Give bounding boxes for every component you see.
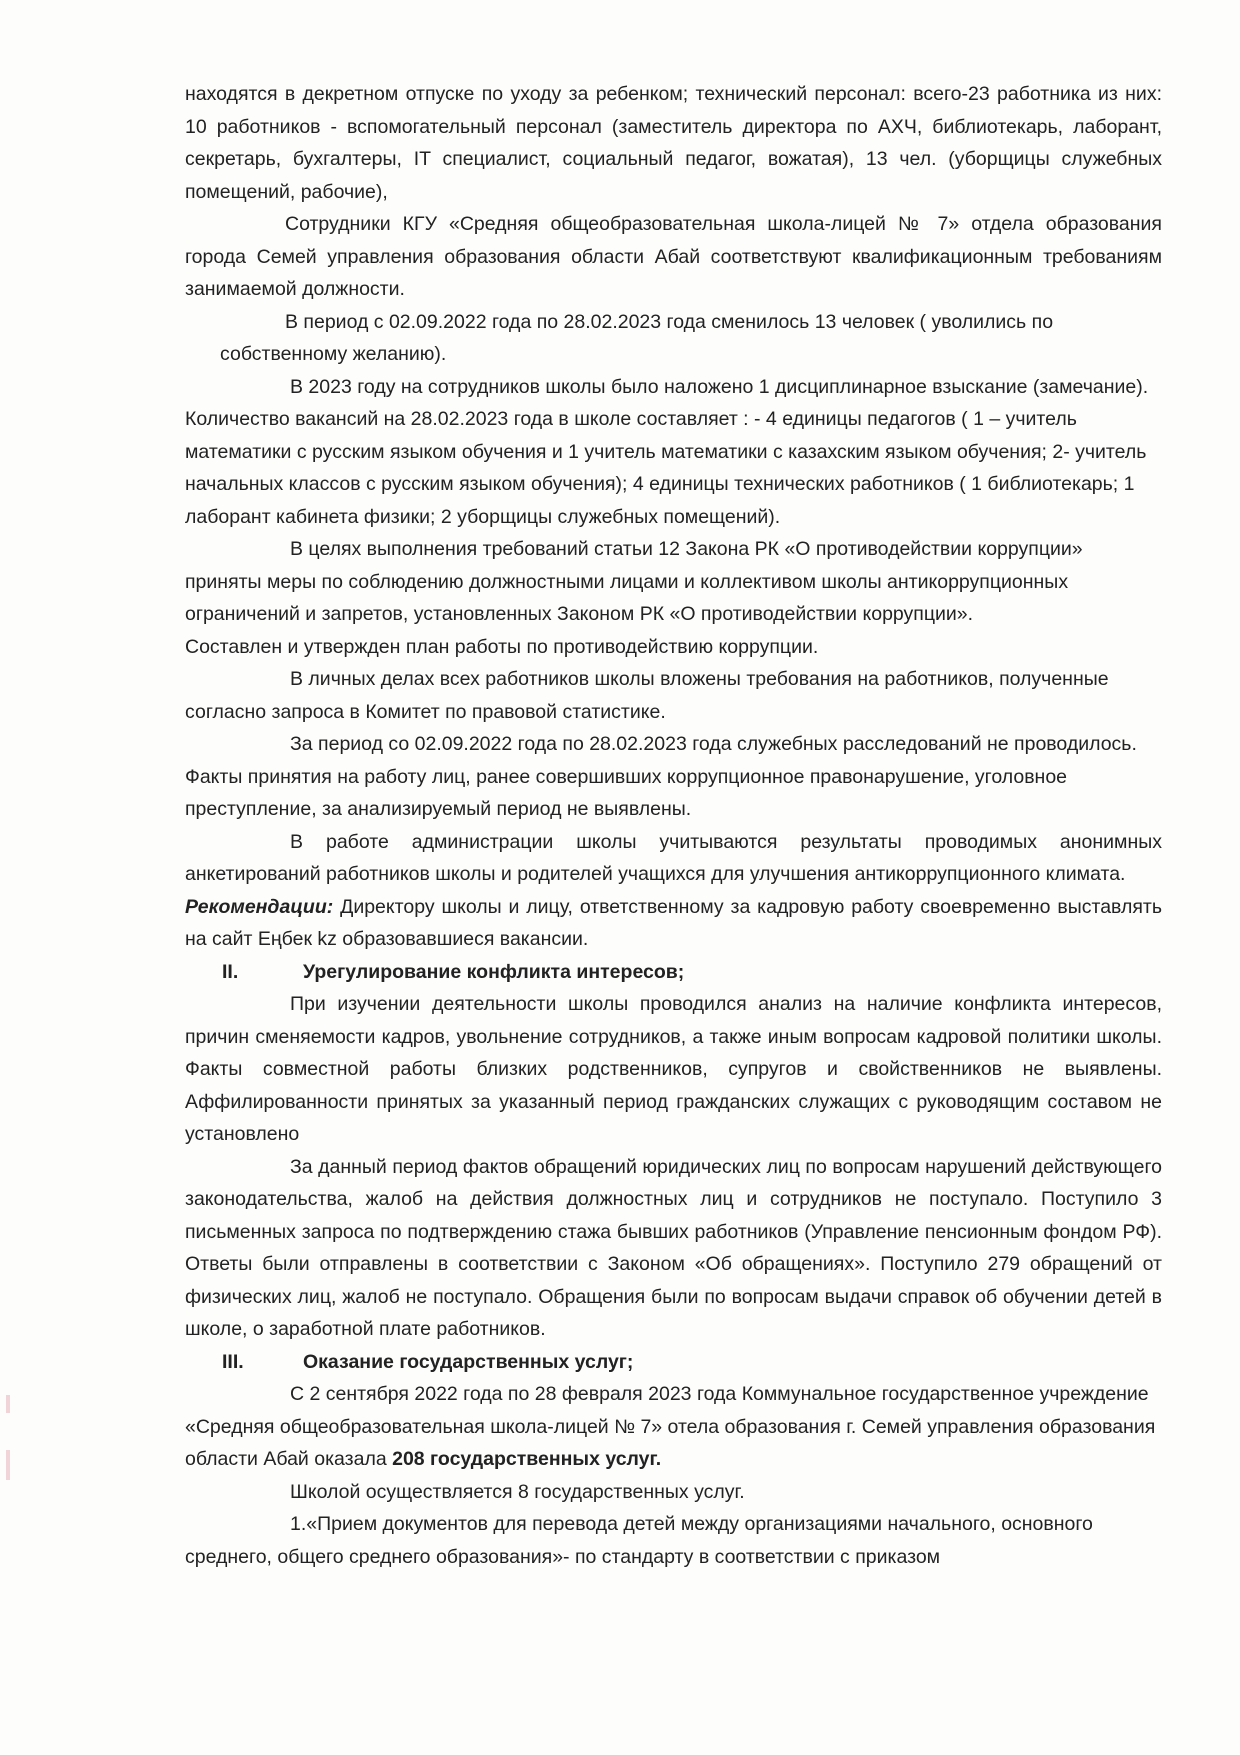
paragraph-conflict-analysis: При изучении деятельности школы проводился анализ на наличие конфликта интересов, причин сменяемости кадров, увольнение сотрудников, а также иным вопросам кадровой политики школы. Факты совместной работы близких родственников, супругов и свойственников не выявлены. Аффилированности принятых за указанный период гражданских служащих с руководящим составом не установлено (185, 993, 1162, 1145)
paragraph-staff-composition: находятся в декретном отпуске по уходу за ребенком; технический персонал: всего-23 работника из них: 10 работников - вспомогательный персонал (заместитель директора по АХЧ, библиотекарь, лаборант, секретарь, бухгалтеры, IT специалист, социальный педагог, вожатая), 13 чел. (уборщицы служебных помещений, рабочие), (185, 83, 1162, 203)
paragraph-staff-turnover: В период с 02.09.2022 года по 28.02.2023 года сменилось 13 человек ( уволились по собственному желанию). (220, 310, 1054, 365)
scan-artifact (6, 1395, 10, 1413)
paragraph-recommendations (185, 891, 1162, 956)
paragraph-services-list-intro: Школой осуществляется 8 государственных услуг. (290, 1480, 745, 1503)
paragraph-vacancies: Количество вакансий на 28.02.2023 года в школе составляет : - 4 единицы педагогов ( 1 – учитель математики с русским языком обучения и 1 учитель математики с казахским языком обучения; 2- учитель начальных классов с русским языком обучения); 4 единицы технических работников ( 1 библиотекарь; 1 лаборант кабинета физики; 2 уборщицы служебных помещений). (185, 408, 1147, 528)
paragraph-investigations: За период со 02.09.2022 года по 28.02.2023 года служебных расследований не проводилось. Факты принятия на работу лиц, ранее совершивших коррупционное правонарушение, уголовное преступление, за анализируемый период не выявлены. (185, 733, 1137, 820)
recommendations-label: Рекомендации: (185, 895, 334, 918)
section-title: Оказание государственных услуг; (303, 1350, 634, 1373)
paragraph-disciplinary: В 2023 году на сотрудников школы было наложено 1 дисциплинарное взыскание (замечание). (290, 375, 1149, 398)
paragraph-personal-files: В личных делах всех работников школы вложены требования на работников, полученные согласно запроса в Комитет по правовой статистике. (185, 668, 1109, 723)
paragraph-qualification: Сотрудники КГУ «Средняя общеобразовательная школа-лицей № 7» отдела образования города Семей управления образования области Абай соответствуют квалификационным требованиям занимаемой должности. (185, 213, 1162, 300)
section-title: Урегулирование конфликта интересов; (303, 960, 685, 983)
paragraph-surveys: В работе администрации школы учитываются результаты проводимых анонимных анкетирований работников школы и родителей учащихся для улучшения антикоррупционного климата. (185, 830, 1162, 885)
section-number: II. (222, 960, 239, 983)
paragraph-services-count (185, 1378, 1162, 1476)
scan-artifact (6, 1450, 10, 1480)
services-text: С 2 сентября 2022 года по 28 февраля 2023 года Коммунальное государственное учреждение «Средняя общеобразовательная школа-лицей № 7» отела образования г. Семей управления образования области Абай оказала (185, 1383, 1156, 1470)
section-heading-public-services (185, 1346, 1162, 1379)
paragraph-service-1: 1.«Прием документов для перевода детей между организациями начального, основного среднего, общего среднего образования»- по стандарту в соответствии с приказом (185, 1513, 1093, 1568)
section-number: III. (222, 1350, 244, 1373)
services-total: 208 государственных услуг. (392, 1448, 662, 1470)
paragraph-anticorruption-plan: Составлен и утвержден план работы по противодействию коррупции. (185, 635, 819, 658)
section-heading-conflict-of-interest (185, 956, 1162, 989)
paragraph-anticorruption-measures: В целях выполнения требований статьи 12 Закона РК «О противодействии коррупции» приняты меры по соблюдению должностными лицами и коллективом школы антикоррупционных ограничений и запретов, установленных Законом РК «О противодействии коррупции». (185, 538, 1083, 625)
recommendations-text: Директору школы и лицу, ответственному за кадровую работу своевременно выставлять на сайт Еңбек kz образовавшиеся вакансии. (185, 895, 1162, 950)
paragraph-appeals: За данный период фактов обращений юридических лиц по вопросам нарушений действующего законодательства, жалоб на действия должностных лиц и сотрудников не поступало. Поступило 3 письменных запроса по подтверждению стажа бывших работников (Управление пенсионным фондом РФ). Ответы были отправлены в соответствии с Законом «Об обращениях». Поступило 279 обращений от физических лиц, жалоб не поступало. Обращения были по вопросам выдачи справок об обучении детей в школе, о заработной плате работников. (185, 1155, 1162, 1340)
